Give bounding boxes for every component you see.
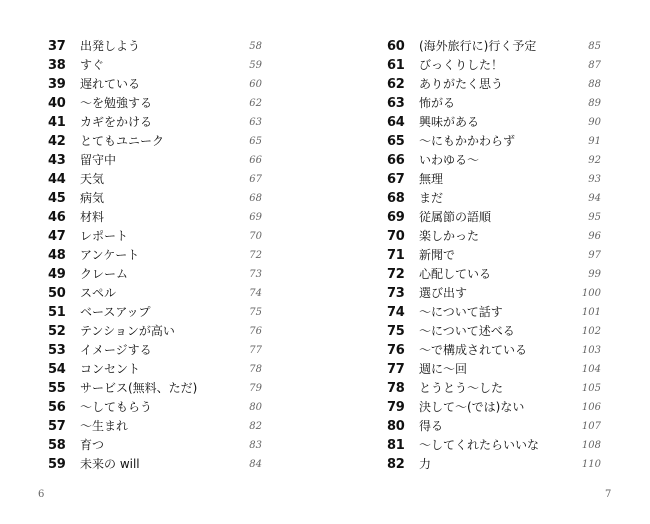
entry-number: 47 bbox=[48, 229, 66, 244]
entry-page-number: 62 bbox=[249, 98, 262, 109]
entry-page-number: 89 bbox=[588, 98, 601, 109]
entry-page-number: 90 bbox=[588, 117, 601, 128]
entry-title: スペル bbox=[80, 286, 117, 300]
entry-number: 72 bbox=[387, 267, 405, 282]
entry-title: 決して〜(では)ない bbox=[419, 400, 525, 414]
entry-title: 育つ bbox=[80, 438, 105, 452]
entry-title: 〜を勉強する bbox=[80, 96, 153, 110]
toc-entry bbox=[48, 379, 262, 398]
entry-title: 選び出す bbox=[419, 286, 468, 300]
entry-title: カギをかける bbox=[80, 115, 153, 129]
toc-entry bbox=[48, 284, 262, 303]
toc-entry bbox=[48, 132, 262, 151]
entry-number: 79 bbox=[387, 400, 405, 415]
entry-title: アンケート bbox=[80, 248, 140, 262]
entry-title: クレーム bbox=[80, 267, 129, 281]
entry-number: 54 bbox=[48, 362, 66, 377]
entry-number: 58 bbox=[48, 438, 66, 453]
toc-entry bbox=[48, 246, 262, 265]
toc-entry bbox=[387, 322, 601, 341]
entry-number: 61 bbox=[387, 58, 405, 73]
entry-number: 50 bbox=[48, 286, 66, 301]
toc-entry bbox=[48, 37, 262, 56]
entry-page-number: 74 bbox=[249, 288, 262, 299]
entry-page-number: 66 bbox=[249, 155, 262, 166]
entry-page-number: 107 bbox=[581, 421, 601, 432]
entry-page-number: 104 bbox=[581, 364, 601, 375]
entry-number: 41 bbox=[48, 115, 66, 130]
entry-number: 81 bbox=[387, 438, 405, 453]
entry-page-number: 80 bbox=[249, 402, 262, 413]
entry-title: ベースアップ bbox=[80, 305, 151, 319]
toc-entry bbox=[387, 246, 601, 265]
entry-number: 67 bbox=[387, 172, 405, 187]
entry-title: とてもユニーク bbox=[80, 134, 165, 148]
entry-number: 59 bbox=[48, 457, 66, 472]
entry-page-number: 95 bbox=[588, 212, 601, 223]
entry-page-number: 100 bbox=[581, 288, 601, 299]
entry-number: 38 bbox=[48, 58, 66, 73]
entry-page-number: 70 bbox=[249, 231, 262, 242]
entry-title: サービス(無料、ただ) bbox=[80, 381, 198, 395]
entry-number: 80 bbox=[387, 419, 405, 434]
entry-title: 未来の will bbox=[80, 457, 140, 471]
toc-entry bbox=[48, 436, 262, 455]
entry-number: 44 bbox=[48, 172, 66, 187]
entry-page-number: 78 bbox=[249, 364, 262, 375]
entry-number: 76 bbox=[387, 343, 405, 358]
entry-number: 42 bbox=[48, 134, 66, 149]
page-number-left: 6 bbox=[38, 489, 45, 500]
entry-page-number: 88 bbox=[588, 79, 601, 90]
toc-entry bbox=[387, 227, 601, 246]
entry-page-number: 72 bbox=[249, 250, 262, 261]
entry-page-number: 110 bbox=[581, 459, 601, 470]
entry-title: 〜してくれたらいいな bbox=[419, 438, 540, 452]
toc-entry bbox=[48, 417, 262, 436]
entry-title: イメージする bbox=[80, 343, 152, 357]
entry-number: 71 bbox=[387, 248, 405, 263]
entry-page-number: 106 bbox=[581, 402, 601, 413]
entry-title: 出発しよう bbox=[80, 39, 141, 53]
entry-page-number: 96 bbox=[588, 231, 601, 242]
toc-entry bbox=[48, 151, 262, 170]
entry-title: いわゆる〜 bbox=[419, 153, 480, 167]
entry-number: 74 bbox=[387, 305, 405, 320]
page-number-right: 7 bbox=[605, 489, 612, 500]
entry-title: コンセント bbox=[80, 362, 141, 376]
toc-entry bbox=[48, 208, 262, 227]
entry-number: 60 bbox=[387, 39, 405, 54]
entry-number: 66 bbox=[387, 153, 405, 168]
entry-page-number: 76 bbox=[249, 326, 262, 337]
entry-title: まだ bbox=[419, 191, 444, 205]
entry-number: 51 bbox=[48, 305, 66, 320]
entry-number: 64 bbox=[387, 115, 405, 130]
entry-title: 〜生まれ bbox=[80, 419, 129, 433]
entry-page-number: 99 bbox=[588, 269, 601, 280]
toc-entry bbox=[387, 94, 601, 113]
entry-page-number: 85 bbox=[588, 41, 601, 52]
toc-entry bbox=[387, 436, 601, 455]
toc-entry bbox=[387, 455, 601, 474]
entry-number: 40 bbox=[48, 96, 66, 111]
entry-title: 得る bbox=[419, 419, 444, 433]
toc-entry bbox=[387, 398, 601, 417]
entry-number: 70 bbox=[387, 229, 405, 244]
entry-title: 無理 bbox=[419, 172, 444, 186]
entry-page-number: 102 bbox=[581, 326, 601, 337]
entry-page-number: 67 bbox=[249, 174, 262, 185]
entry-page-number: 83 bbox=[249, 440, 262, 451]
entry-number: 49 bbox=[48, 267, 66, 282]
entry-number: 75 bbox=[387, 324, 405, 339]
entry-page-number: 108 bbox=[581, 440, 601, 451]
toc-entry bbox=[387, 151, 601, 170]
toc-entry bbox=[387, 303, 601, 322]
entry-page-number: 60 bbox=[249, 79, 262, 90]
entry-title: 留守中 bbox=[80, 153, 117, 167]
toc-entry bbox=[387, 284, 601, 303]
entry-title: 〜について話す bbox=[419, 305, 503, 319]
toc-entry bbox=[387, 75, 601, 94]
entry-title: すぐ bbox=[80, 58, 105, 72]
entry-title: 従属節の語順 bbox=[419, 210, 492, 224]
toc-entry bbox=[48, 341, 262, 360]
toc-entry bbox=[48, 265, 262, 284]
entry-title: 興味がある bbox=[419, 115, 480, 129]
toc-entry bbox=[48, 94, 262, 113]
toc-entry bbox=[387, 37, 601, 56]
toc-list-left bbox=[48, 37, 262, 474]
entry-title: とうとう〜した bbox=[419, 381, 504, 395]
toc-entry bbox=[48, 360, 262, 379]
entry-title: 新聞で bbox=[419, 248, 456, 262]
entry-number: 37 bbox=[48, 39, 66, 54]
toc-entry bbox=[387, 132, 601, 151]
toc-entry bbox=[387, 265, 601, 284]
toc-entry bbox=[387, 417, 601, 436]
toc-entry bbox=[387, 189, 601, 208]
entry-title: 天気 bbox=[80, 172, 105, 186]
entry-title: 〜で構成されている bbox=[419, 343, 528, 357]
entry-number: 45 bbox=[48, 191, 66, 206]
entry-number: 65 bbox=[387, 134, 405, 149]
entry-page-number: 73 bbox=[249, 269, 262, 280]
entry-title: 力 bbox=[419, 457, 432, 471]
toc-entry bbox=[48, 322, 262, 341]
entry-number: 62 bbox=[387, 77, 405, 92]
entry-title: 週に〜回 bbox=[419, 362, 468, 376]
entry-title: 心配している bbox=[419, 267, 492, 281]
entry-title: 材料 bbox=[80, 210, 105, 224]
toc-entry bbox=[48, 56, 262, 75]
entry-page-number: 84 bbox=[249, 459, 262, 470]
entry-page-number: 82 bbox=[249, 421, 262, 432]
entry-page-number: 65 bbox=[249, 136, 262, 147]
toc-entry bbox=[48, 227, 262, 246]
entry-page-number: 69 bbox=[249, 212, 262, 223]
entry-page-number: 103 bbox=[581, 345, 601, 356]
entry-title: ありがたく思う bbox=[419, 77, 504, 91]
toc-entry bbox=[48, 113, 262, 132]
entry-page-number: 91 bbox=[588, 136, 601, 147]
entry-number: 69 bbox=[387, 210, 405, 225]
toc-entry bbox=[48, 170, 262, 189]
entry-page-number: 58 bbox=[249, 41, 262, 52]
entry-page-number: 97 bbox=[588, 250, 601, 261]
toc-entry bbox=[387, 208, 601, 227]
entry-number: 55 bbox=[48, 381, 66, 396]
entry-title: 〜について述べる bbox=[419, 324, 515, 338]
toc-entry bbox=[387, 170, 601, 189]
entry-title: 〜してもらう bbox=[80, 400, 153, 414]
entry-number: 82 bbox=[387, 457, 405, 472]
entry-number: 46 bbox=[48, 210, 66, 225]
entry-page-number: 63 bbox=[249, 117, 262, 128]
entry-number: 57 bbox=[48, 419, 66, 434]
entry-page-number: 79 bbox=[249, 383, 262, 394]
toc-entry bbox=[387, 360, 601, 379]
entry-page-number: 77 bbox=[249, 345, 262, 356]
entry-page-number: 93 bbox=[588, 174, 601, 185]
entry-number: 78 bbox=[387, 381, 405, 396]
entry-title: 楽しかった bbox=[419, 229, 480, 243]
entry-number: 39 bbox=[48, 77, 66, 92]
toc-entry bbox=[387, 379, 601, 398]
entry-number: 73 bbox=[387, 286, 405, 301]
toc-entry bbox=[387, 56, 601, 75]
entry-number: 53 bbox=[48, 343, 66, 358]
entry-number: 56 bbox=[48, 400, 66, 415]
entry-page-number: 101 bbox=[581, 307, 601, 318]
entry-number: 43 bbox=[48, 153, 66, 168]
entry-number: 48 bbox=[48, 248, 66, 263]
toc-entry bbox=[48, 189, 262, 208]
toc-entry bbox=[48, 303, 262, 322]
right-page bbox=[325, 0, 650, 524]
entry-number: 52 bbox=[48, 324, 66, 339]
entry-title: (海外旅行に)行く予定 bbox=[419, 39, 537, 53]
entry-page-number: 92 bbox=[588, 155, 601, 166]
entry-number: 68 bbox=[387, 191, 405, 206]
toc-entry bbox=[387, 341, 601, 360]
entry-title: 〜にもかかわらず bbox=[419, 134, 516, 148]
entry-number: 63 bbox=[387, 96, 405, 111]
entry-page-number: 59 bbox=[249, 60, 262, 71]
entry-page-number: 68 bbox=[249, 193, 262, 204]
toc-entry bbox=[48, 75, 262, 94]
entry-title: 遅れている bbox=[80, 77, 141, 91]
entry-page-number: 94 bbox=[588, 193, 601, 204]
toc-entry bbox=[48, 398, 262, 417]
entry-title: テンションが高い bbox=[80, 324, 175, 338]
entry-page-number: 87 bbox=[588, 60, 601, 71]
toc-entry bbox=[387, 113, 601, 132]
entry-title: 病気 bbox=[80, 191, 105, 205]
toc-list-right bbox=[387, 37, 601, 474]
entry-title: レポート bbox=[80, 229, 129, 243]
entry-page-number: 75 bbox=[249, 307, 262, 318]
entry-title: びっくりした！ bbox=[419, 58, 504, 72]
entry-number: 77 bbox=[387, 362, 405, 377]
entry-title: 怖がる bbox=[419, 96, 456, 110]
toc-entry bbox=[48, 455, 262, 474]
entry-page-number: 105 bbox=[581, 383, 601, 394]
